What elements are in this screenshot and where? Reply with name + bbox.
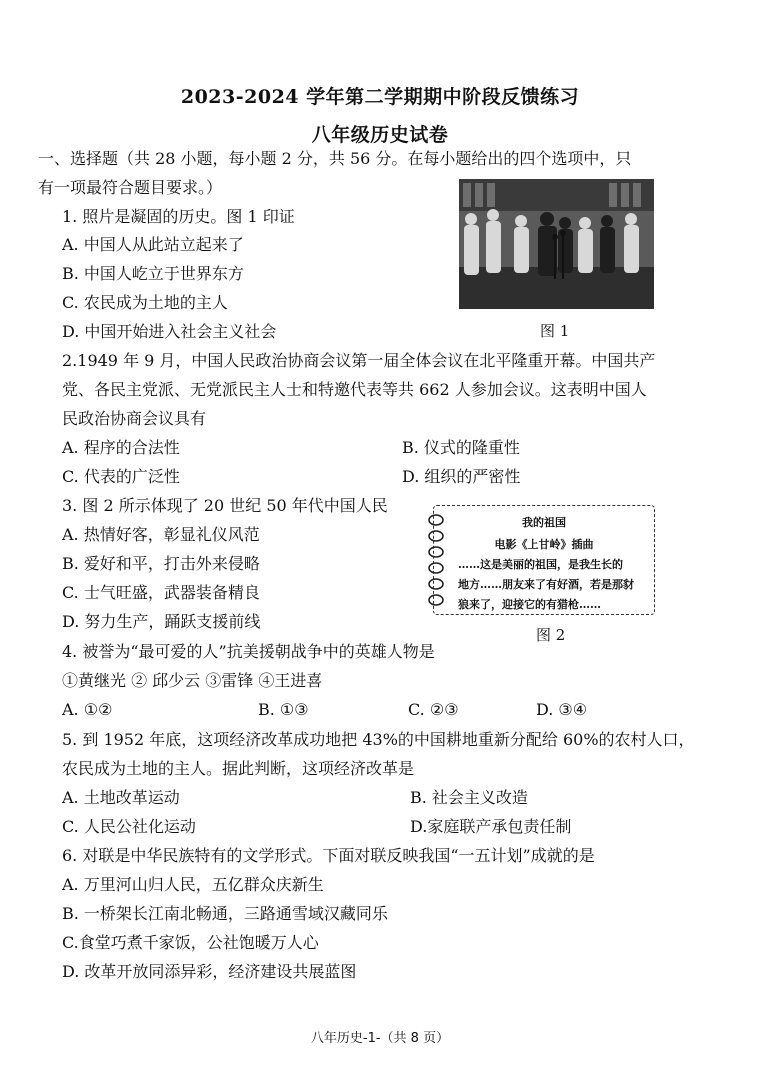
q2-stem-line2: 党、各民主党派、无党派民主人士和特邀代表等共 662 人参加会议。这表明中国人 (62, 380, 647, 399)
q2-stem-line3: 民政治协商会议具有 (62, 409, 207, 428)
q2-option-c: C. 代表的广泛性 (62, 467, 180, 486)
song-lyric-line3: 狼来了，迎接它的有猎枪…… (458, 598, 601, 611)
figure-2-caption: 图 2 (536, 626, 566, 644)
song-lyric-line1: ……这是美丽的祖国，是我生长的 (458, 558, 623, 571)
q4-option-d: D. ③④ (536, 700, 588, 719)
song-lyrics-notebook (433, 505, 655, 615)
exam-subtitle: 八年级历史试卷 (311, 124, 449, 146)
q6-option-a: A. 万里河山归人民，五亿群众庆新生 (62, 875, 324, 894)
q4-option-c: C. ②③ (408, 700, 459, 719)
q3-option-b: B. 爱好和平，打击外来侵略 (62, 554, 260, 573)
section-instruction-line1: 一、选择题（共 28 小题，每小题 2 分，共 56 分。在每小题给出的四个选项中，只 (38, 149, 632, 168)
q4-items: ①黄继光 ② 邱少云 ③雷锋 ④王进喜 (62, 671, 323, 690)
page-footer: 八年历史-1-（共 8 页） (310, 1031, 450, 1046)
q1-option-b: B. 中国人屹立于世界东方 (62, 264, 244, 283)
section-instruction-line2: 有一项最符合题目要求。） (38, 178, 223, 197)
song-source: 电影《上甘岭》插曲 (494, 538, 594, 551)
founding-ceremony-photo (459, 179, 654, 309)
q1-option-a: A. 中国人从此站立起来了 (62, 235, 244, 254)
q1-stem: 1. 照片是凝固的历史。图 1 印证 (62, 207, 295, 226)
q3-option-a: A. 热情好客，彰显礼仪风范 (62, 525, 260, 544)
q4-stem: 4. 被誉为“最可爱的人”抗美援朝战争中的英雄人物是 (62, 642, 435, 661)
q2-option-b: B. 仪式的隆重性 (402, 438, 520, 457)
song-lyric-line2: 地方……朋友来了有好酒，若是那豺 (458, 578, 634, 591)
q5-option-d: D.家庭联产承包责任制 (410, 817, 572, 836)
q6-option-d: D. 改革开放同添异彩，经济建设共展蓝图 (62, 962, 357, 981)
q2-stem-line1: 2.1949 年 9 月，中国人民政治协商会议第一届全体会议在北平隆重开幕。中国共产 (62, 351, 656, 370)
q6-option-b: B. 一桥架长江南北畅通，三路通雪域汉藏同乐 (62, 904, 388, 923)
q2-option-d: D. 组织的严密性 (402, 467, 521, 486)
song-title: 我的祖国 (522, 516, 566, 529)
q5-stem-line2: 农民成为土地的主人。据此判断，这项经济改革是 (62, 759, 415, 778)
q6-stem: 6. 对联是中华民族特有的文学形式。下面对联反映我国“一五计划”成就的是 (62, 846, 595, 865)
q1-option-c: C. 农民成为土地的主人 (62, 293, 228, 312)
q3-stem: 3. 图 2 所示体现了 20 世纪 50 年代中国人民 (62, 496, 388, 515)
q5-option-b: B. 社会主义改造 (410, 788, 528, 807)
q3-option-c: C. 士气旺盛，武器装备精良 (62, 583, 260, 602)
exam-title: 2023-2024 学年第二学期期中阶段反馈练习 (180, 86, 580, 108)
q5-stem-line1: 5. 到 1952 年底，这项经济改革成功地把 43%的中国耕地重新分配给 60%的农村人口， (62, 730, 695, 749)
q2-option-a: A. 程序的合法性 (62, 438, 180, 457)
q1-option-d: D. 中国开始进入社会主义社会 (62, 322, 277, 341)
q3-option-d: D. 努力生产，踊跃支援前线 (62, 612, 261, 631)
q4-option-b: B. ①③ (258, 700, 309, 719)
q4-option-a: A. ①② (62, 700, 113, 719)
figure-1-caption: 图 1 (540, 322, 570, 340)
q5-option-a: A. 土地改革运动 (62, 788, 180, 807)
q6-option-c: C.食堂巧煮千家饭，公社饱暖万人心 (62, 933, 319, 952)
q5-option-c: C. 人民公社化运动 (62, 817, 196, 836)
